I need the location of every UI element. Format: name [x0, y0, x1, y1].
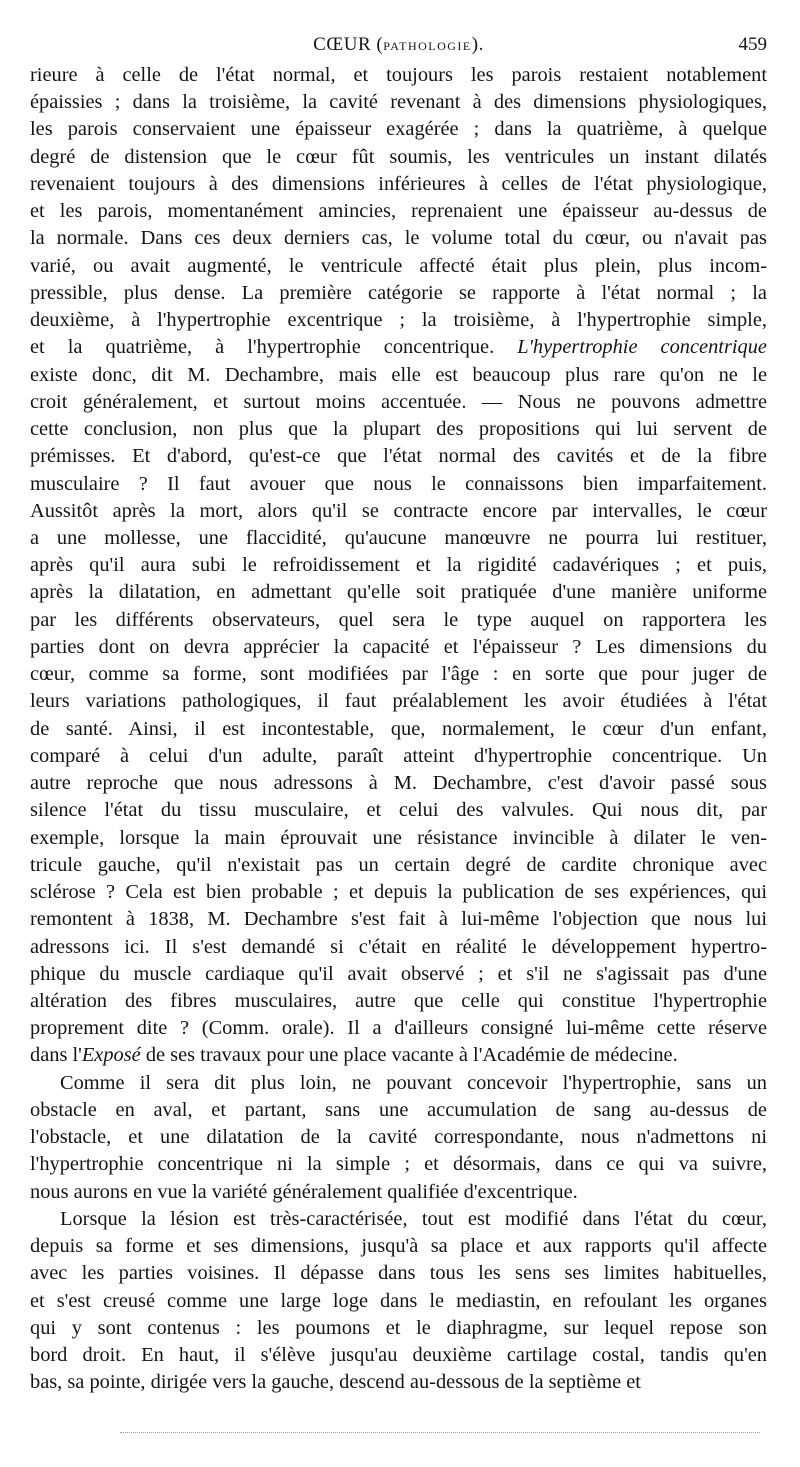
text-line: qui y sont contenus : les poumons et le diaphragme, sur lequel repose son	[30, 1316, 767, 1339]
text-line: autre reproche que nous adressons à M. Dechambre, c'est d'avoir passé sous	[30, 772, 767, 795]
text-line: cœur, comme sa forme, sont modifiées par l'âge : en sorte que pour juger de	[30, 663, 767, 686]
text-line: musculaire ? Il faut avouer que nous le connaissons bien imparfaitement.	[30, 472, 767, 495]
text-line: pressible, plus dense. La première catégorie se rapporte à l'état normal ; la	[30, 281, 767, 304]
italic-phrase: L'hypertrophie concentrique	[517, 336, 767, 359]
text-line: épaissies ; dans la troisième, la cavité revenant à des dimensions physiologiques,	[30, 91, 767, 114]
text-line: Comme il sera dit plus loin, ne pouvant concevoir l'hypertrophie, sans un	[60, 1071, 767, 1094]
text-line: de santé. Ainsi, il est incontestable, que, normalement, le cœur d'un enfant,	[30, 717, 767, 740]
text-line: altération des fibres musculaires, autre que celle qui constitue l'hypertrophie	[30, 989, 767, 1012]
text-line: nous aurons en vue la variété généralement qualifiée d'excentrique.	[30, 1180, 578, 1203]
text-line: la normale. Dans ces deux derniers cas, le volume total du cœur, ou n'avait pas	[30, 227, 767, 250]
text-line: les parois conservaient une épaisseur exagérée ; dans la quatrième, à quelque	[30, 118, 767, 141]
footer-dotted-rule	[120, 1432, 760, 1433]
page-number: 459	[738, 34, 767, 55]
text-line: et la quatrième, à l'hypertrophie concentrique. L'hypertrophie concentrique	[30, 336, 767, 359]
running-head	[30, 30, 767, 60]
text-line: sclérose ? Cela est bien probable ; et depuis la publication de ses expériences, qui	[30, 881, 767, 904]
text-line: revenaient toujours à des dimensions inférieures à celles de l'état physiologique,	[30, 172, 767, 195]
text-line: croit généralement, et surtout moins accentuée. — Nous ne pouvons admettre	[30, 390, 767, 413]
text-line: bord droit. En haut, il s'élève jusqu'au deuxième cartilage costal, tandis qu'en	[30, 1344, 767, 1367]
text-line: Aussitôt après la mort, alors qu'il se contracte encore par intervalles, le cœur	[30, 499, 767, 522]
text-line: avec les parties voisines. Il dépasse dans tous les sens ses limites habituelles,	[30, 1262, 767, 1285]
text-line: degré de distension que le cœur fût soumis, les ventricules un instant dilatés	[30, 145, 767, 168]
paragraph	[30, 1070, 767, 1206]
text-line: l'hypertrophie concentrique ni la simple ; et désormais, dans ce qui va suivre,	[30, 1153, 767, 1176]
running-title	[30, 30, 767, 61]
text-line: tricule gauche, qu'il n'existait pas un certain degré de cardite chronique avec	[30, 853, 767, 876]
text-line: bas, sa pointe, dirigée vers la gauche, descend au-dessous de la septième et	[30, 1371, 641, 1394]
text-line: depuis sa forme et ses dimensions, jusqu'à sa place et aux rapports qu'il affecte	[30, 1235, 767, 1258]
italic-phrase: Exposé	[81, 1044, 141, 1067]
text-line: exemple, lorsque la main éprouvait une résistance invincible à dilater le ven-	[30, 826, 767, 849]
text-line: par les différents observateurs, quel sera le type auquel on rapportera les	[30, 608, 767, 631]
running-title-smallcaps: PATHOLOGIE	[383, 39, 472, 53]
text-line: proprement dite ? (Comm. orale). Il a d'ailleurs consigné lui-même cette réserve	[30, 1017, 767, 1040]
text-line: après qu'il aura subi le refroidissement et la rigidité cadavériques ; et puis,	[30, 554, 767, 577]
text-line: l'obstacle, et une dilatation de la cavité correspondante, nous n'admettons ni	[30, 1126, 767, 1149]
text-line: et les parois, momentanément amincies, reprenaient une épaisseur au-dessus de	[30, 200, 767, 223]
text-line: parties dont on devra apprécier la capacité et l'épaisseur ? Les dimensions du	[30, 635, 767, 658]
text-line: phique du muscle cardiaque qu'il avait observé ; et s'il ne s'agissait pas d'une	[30, 962, 767, 985]
body-text	[30, 62, 767, 1396]
text-line: dans l'Exposé de ses travaux pour une place vacante à l'Académie de médecine.	[30, 1044, 678, 1067]
text-line: remontent à 1838, M. Dechambre s'est fait à lui-même l'objection que nous lui	[30, 908, 767, 931]
paragraph	[30, 1206, 767, 1397]
text-line: a une mollesse, une flaccidité, qu'aucune manœuvre ne pourra lui restituer,	[30, 526, 767, 549]
text-line: existe donc, dit M. Dechambre, mais elle est beaucoup plus rare qu'on ne le	[30, 363, 767, 386]
text-line: Lorsque la lésion est très-caractérisée, tout est modifié dans l'état du cœur,	[60, 1207, 767, 1230]
text-line: et s'est creusé comme une large loge dans le mediastin, en refoulant les organes	[30, 1289, 767, 1312]
text-line: varié, ou avait augmenté, le ventricule affecté était plus plein, plus incom-	[30, 254, 767, 277]
text-line: deuxième, à l'hypertrophie excentrique ; la troisième, à l'hypertrophie simple,	[30, 309, 767, 332]
text-line: après la dilatation, en admettant qu'elle soit pratiquée d'une manière uniforme	[30, 581, 767, 604]
text-line: silence l'état du tissu musculaire, et celui des valvules. Qui nous dit, par	[30, 799, 767, 822]
text-line: leurs variations pathologiques, il faut préalablement les avoir étudiées à l'état	[30, 690, 767, 713]
paragraph	[30, 62, 767, 1070]
text-line: rieure à celle de l'état normal, et toujours les parois restaient notablement	[30, 64, 767, 86]
text-line: obstacle en aval, et partant, sans une accumulation de sang au-dessus de	[30, 1098, 767, 1121]
text-line: comparé à celui d'un adulte, paraît atteint d'hypertrophie concentrique. Un	[30, 744, 767, 767]
text-line: cette conclusion, non plus que la plupart des propositions qui lui servent de	[30, 418, 767, 441]
running-title-prefix: CŒUR (	[313, 34, 384, 55]
text-line: prémisses. Et d'abord, qu'est-ce que l'état normal des cavités et de la fibre	[30, 445, 767, 468]
running-title-suffix: ).	[471, 34, 484, 55]
text-line: adressons ici. Il s'est demandé si c'était en réalité le développement hypertro-	[30, 935, 767, 958]
